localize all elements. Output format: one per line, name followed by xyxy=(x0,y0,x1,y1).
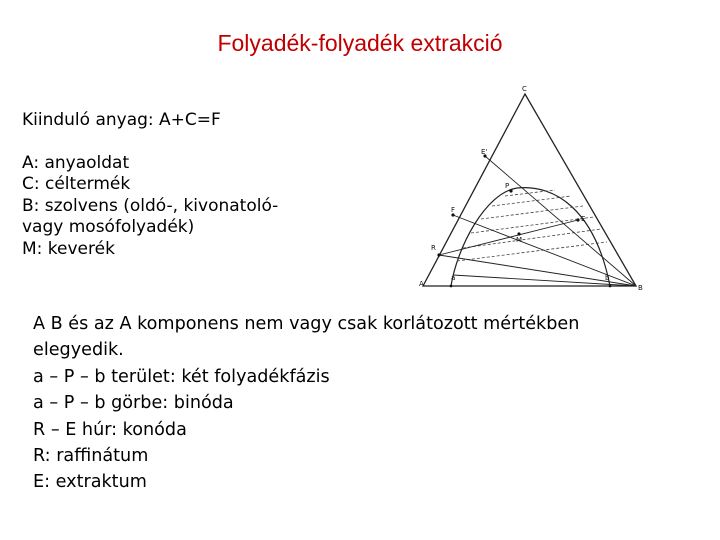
point-r-label: R xyxy=(431,244,436,252)
point-p-label: P xyxy=(505,182,510,190)
vertex-c-label: C xyxy=(522,85,527,93)
ternary-phase-diagram xyxy=(395,80,660,295)
point-e-prime-label: E' xyxy=(481,148,488,156)
tie-line-r-e xyxy=(439,220,578,255)
point-a-label: a xyxy=(451,274,456,282)
definition-line: C: céltermék xyxy=(22,174,131,194)
description-line: a – P – b görbe: binóda xyxy=(33,393,234,414)
point-m-label: M xyxy=(516,236,523,244)
vertex-a-label: A xyxy=(419,280,424,288)
definition-line: vagy mosófolyadék) xyxy=(22,217,195,237)
vertex-b-label: B xyxy=(638,284,643,292)
description-line: R – E húr: konóda xyxy=(33,419,187,440)
slide-title: Folyadék-folyadék extrakció xyxy=(217,30,503,56)
description-line: R: raffinátum xyxy=(33,446,149,467)
point-b-label: b xyxy=(605,274,610,282)
start-material-line: Kiinduló anyag: A+C=F xyxy=(22,110,221,130)
definition-line: M: keverék xyxy=(22,238,115,259)
description-block xyxy=(33,311,703,496)
description-line: A B és az A komponens nem vagy csak korlátozott mértékben xyxy=(33,314,580,334)
definitions-block xyxy=(22,110,402,260)
description-line: a – P – b terület: két folyadékfázis xyxy=(33,366,330,387)
binodal-curve xyxy=(451,188,610,286)
point-f-label: F xyxy=(451,206,456,214)
description-line: E: extraktum xyxy=(33,472,147,493)
definition-line: B: szolvens (oldó-, kivonatoló- xyxy=(22,195,279,216)
point-e-label: E xyxy=(581,215,586,223)
description-line: elegyedik. xyxy=(33,340,124,361)
definition-line: A: anyaoldat xyxy=(22,152,130,173)
